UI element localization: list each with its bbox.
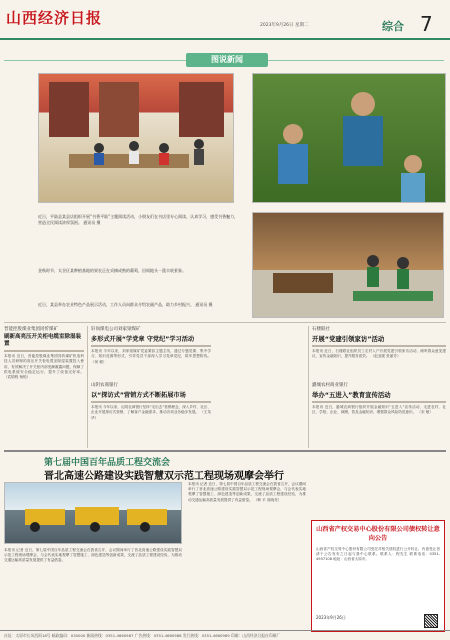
caption-2-text: 金秋时节，太谷区某种植基地的果农正在采摘成熟的葡萄，田间地头一派丰收景象。: [38, 268, 186, 273]
article-4-rule: [312, 345, 446, 347]
photo-caption-3: [38, 302, 242, 320]
article-5-title: 举办“五进入”教育宣传活动: [312, 391, 391, 399]
caption-3-text: 近日，某县举办农业特色产品展示活动，工作人员向群众介绍农副产品，助力乡村振兴。: [38, 302, 194, 307]
qr-code-icon: [424, 614, 438, 628]
article-2-rule: [91, 345, 211, 347]
article-2-byline: （何 敏）: [91, 359, 107, 364]
caption-1-text: 近日，平陆县某县店组织开展“书香平陆”主题阅读活动，小朋友们在书店里专心阅读、认真学习，感受书香魅力，营造全民阅读浓厚氛围。: [38, 214, 239, 225]
lead-title: 晋北高速公路建设实践智慧双示范工程现场观摩会举行: [44, 471, 284, 482]
article-4-kicker: 石楼联社: [312, 327, 330, 332]
bookstore-scene-icon: [39, 74, 234, 203]
photo-bookstore: [38, 73, 234, 203]
notice-body: 山西省产权交易中心股份有限公司受托对相关债权进行公开转让，有意受让者请于公告发布之日起与我中心联系。联系人：程先生 联系电话：0351-4957108 地址：山西省太原市。: [316, 547, 440, 562]
booth-scene-icon: [253, 213, 444, 318]
article-3-title: 以“探访式”营销方式不断拓展市场: [91, 392, 186, 399]
issue-date: 2023年9月26日 星期二: [260, 23, 309, 28]
article-2-title: 多形式开展“学党章 守党纪”学习活动: [91, 336, 195, 343]
column-divider-2: [308, 326, 309, 448]
article-shanyin: [91, 382, 211, 448]
masthead-rule: [0, 38, 450, 40]
lead-rule: [4, 450, 446, 452]
lead-body-col2: [188, 482, 306, 622]
article-2-kicker: 轩岗煤电公司刘家梁煤矿: [91, 327, 141, 332]
article-2-text: 本报讯 今年以来，刘家梁煤矿党委紧扣主题主线，通过专题党课、集中学习、知识竞赛等形式，引导党员干部深入学习党章党纪，筑牢思想防线。: [91, 349, 211, 359]
paving-machine-icon: [5, 483, 182, 544]
photo-vineyard: [252, 73, 446, 203]
lead-text-cont: 本报讯 记者 近日，第七届中国百年品质工程交流会在我省召开，会议期间举行了晋北高速公路建设实践智慧双示范工程现场观摩会，与会代表实地观摩了智慧施工、绿色建造等创新成果，交流了品质工程建设经验，为推动交通运输高质量发展提供了有益借鉴。: [4, 548, 182, 563]
caption-3-credit: 通讯员 摄: [195, 302, 213, 307]
notice-date: 2023年9月26日: [316, 615, 346, 620]
lead-text: 本报讯 记者 近日，第七届中国百年品质工程交流会在我省召开，会议期间举行了晋北高速公路建设实践智慧双示范工程现场观摩会，与会代表实地观摩了智慧施工、绿色建造等创新成果，交流了品质工程建设经验，为推动交通运输高质量发展提供了有益借鉴。: [188, 482, 306, 502]
column-divider: [87, 326, 88, 448]
article-4-text: 本报讯 近日，石楼联社组织员工走村入户开展党建引领家访活动，倾听群众意见建议，宣传金融知识，提升服务质效。: [312, 349, 446, 359]
article-liujialiang: [91, 326, 211, 382]
band-title: 图说新闻: [186, 53, 268, 67]
article-3-rule: [91, 401, 211, 403]
lead-kicker: 第七届中国百年品质工程交流会: [44, 458, 171, 468]
lead-byline: （韩 平 高晓亮）: [253, 497, 282, 502]
article-1-text: 本报讯 近日，晋能控股煤业集团同忻煤矿机电科技人员研制的高压开关柜电缆室除湿装置投入使用，有效解决了开关柜内部受潮凝露问题，保障了供电系统安全稳定运行，提升了设备完好率。: [4, 354, 84, 374]
lead-body-col1: [4, 548, 182, 624]
article-3-kicker: 山阴农商银行: [91, 383, 118, 388]
article-1-rule: [4, 350, 84, 352]
page-number: 7: [420, 12, 433, 36]
notice-title: 山西省产权交易中心股份有限公司债权转让意向公告: [316, 526, 440, 542]
article-1-body: [4, 354, 84, 444]
caption-1-credit: 通讯员 摄: [83, 220, 101, 225]
article-1-kicker: 晋能控股煤业集团同忻煤矿: [4, 327, 58, 332]
article-5-body: [312, 405, 446, 451]
article-3-byline: （王英华）: [91, 410, 211, 420]
transfer-notice-box: [311, 520, 445, 632]
article-3-body: [91, 405, 211, 451]
article-5-byline: （宋 敏）: [417, 410, 433, 415]
masthead: [0, 0, 450, 38]
article-1-title: 刷新高亮压开关柜电缆室除湿装置: [4, 334, 82, 347]
section-name: 综合: [382, 20, 404, 33]
page-footer: 社址：太原市长风西街18号 邮政编码：030000 新闻热线：0351-4660987 广告热线：0351-4660988 发行热线：0351-4660989 印刷：山西经济日报社印刷厂: [0, 630, 450, 640]
photo-road-paving: [4, 482, 182, 544]
newspaper-logo: 山西经济日报: [6, 9, 103, 27]
vineyard-scene-icon: [253, 74, 446, 203]
article-1-byline: （武锦程 杨锐）: [4, 374, 31, 379]
article-lucheng: [312, 382, 446, 448]
section-rule: [4, 322, 446, 323]
article-3-text: 本报讯 今年以来，山阴农商银行坚持“走出去”营销理念，深入乡村、社区、企业开展探访式营销，了解客户金融需求，推动各项业务稳步发展。: [91, 405, 211, 415]
photo-booth: [252, 212, 444, 318]
article-5-text: 本报讯 近日，潞城农商银行组织开展金融知识“五进入”宣传活动，走进农村、社区、学校、企业、商圈，普及金融知识，增强群众风险防范意识。: [312, 405, 446, 415]
article-shilou: [312, 326, 446, 382]
article-4-byline: （赵亚妮 张丽芳）: [370, 354, 401, 359]
article-5-kicker: 潞城农村商业银行: [312, 383, 348, 388]
article-5-rule: [312, 401, 446, 403]
photo-caption-1: [38, 214, 242, 266]
article-tongxin: [4, 326, 84, 446]
article-4-title: 开展“党建引领家访”活动: [312, 335, 385, 343]
